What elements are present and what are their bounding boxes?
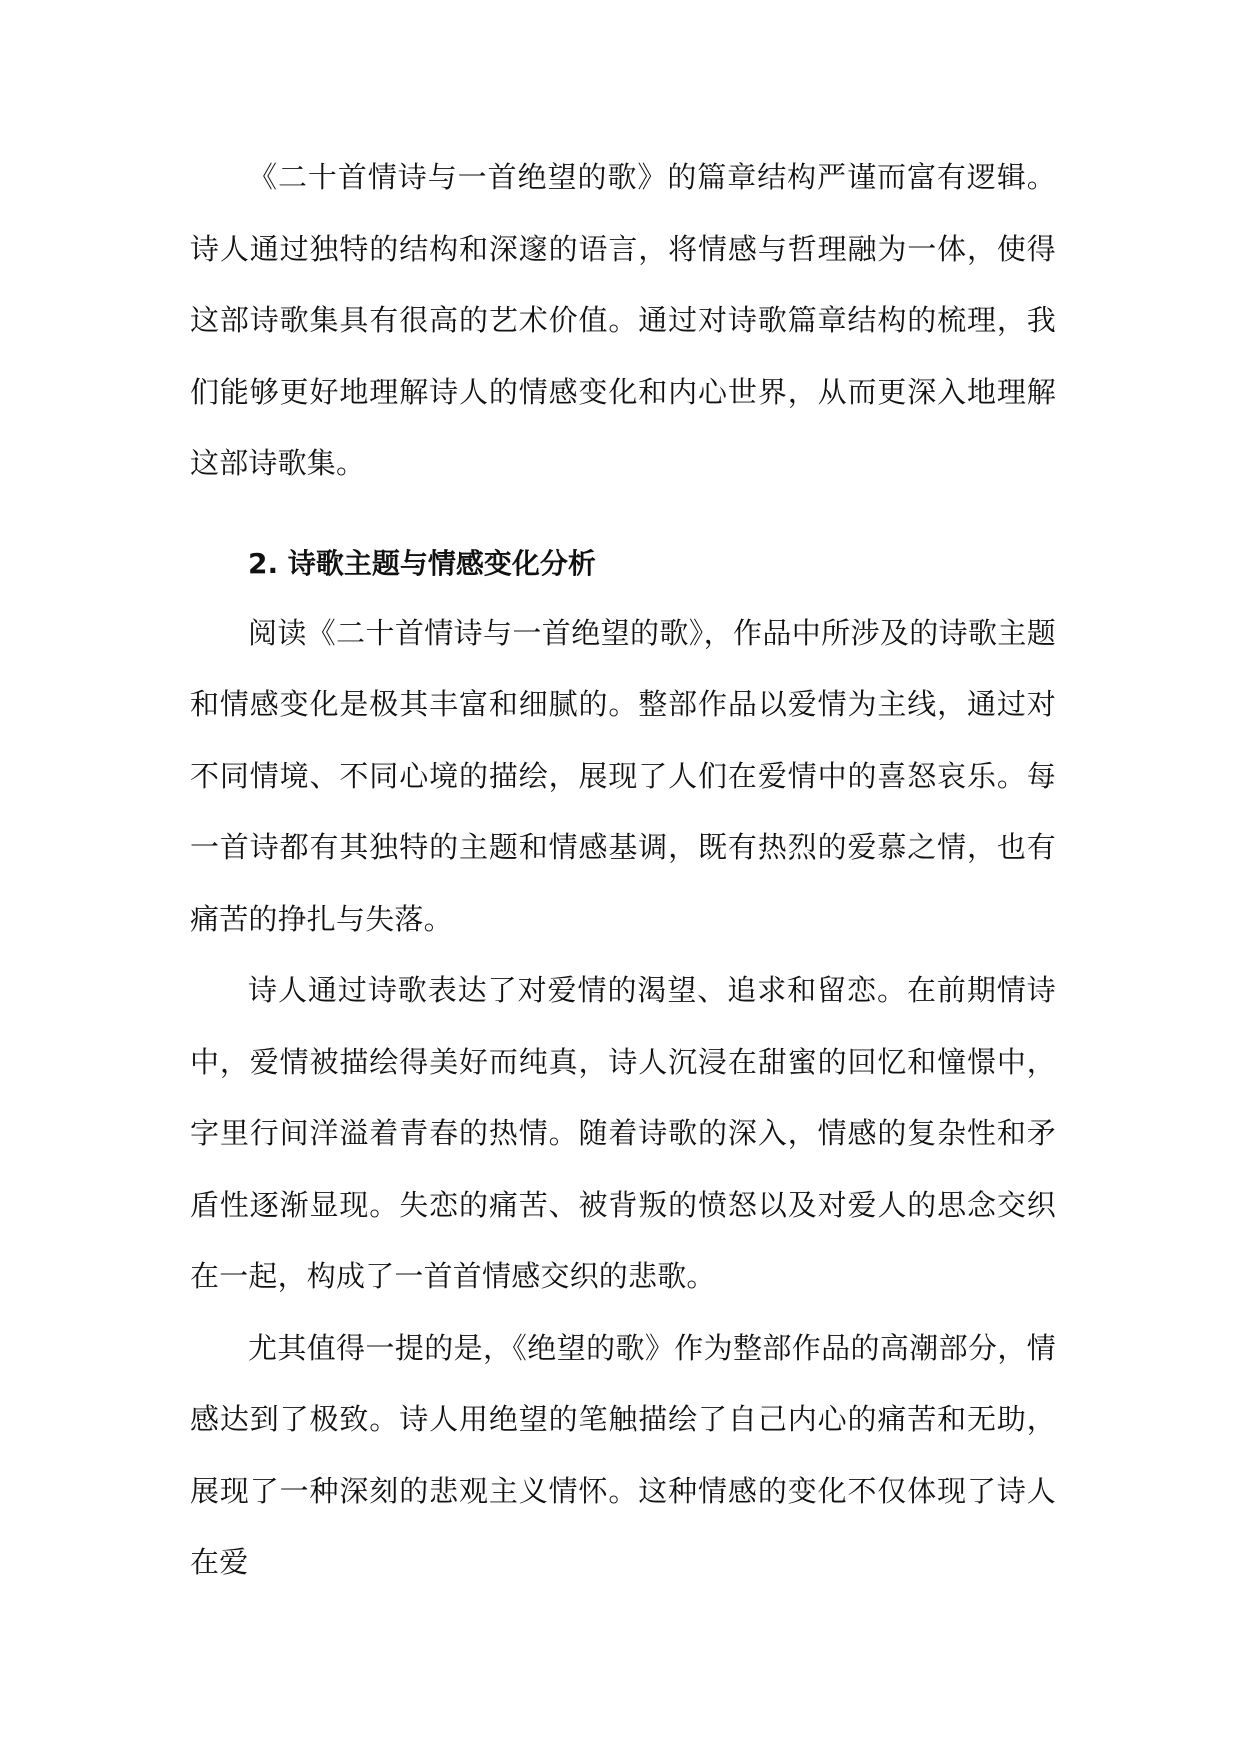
section-heading: 2. 诗歌主题与情感变化分析	[248, 546, 596, 580]
document-body	[190, 142, 1056, 1599]
body-paragraph: 尤其值得一提的是，《绝望的歌》作为整部作品的高潮部分，情感达到了极致。诗人用绝望的笔触描绘了自己内心的痛苦和无助，展现了一种深刻的悲观主义情怀。这种情感的变化不仅体现了诗人在爱	[190, 1330, 1056, 1579]
spacer	[190, 584, 1056, 598]
body-paragraph: 《二十首情诗与一首绝望的歌》的篇章结构严谨而富有逻辑。诗人通过独特的结构和深邃的语言，将情感与哲理融为一体，使得这部诗歌集具有很高的艺术价值。通过对诗歌篇章结构的梳理，我们能够更好地理解诗人的情感变化和内心世界，从而更深入地理解这部诗歌集。	[190, 160, 1056, 480]
body-paragraph: 阅读《二十首情诗与一首绝望的歌》，作品中所涉及的诗歌主题和情感变化是极其丰富和细腻的。整部作品以爱情为主线，通过对不同情境、不同心境的描绘，展现了人们在爱情中的喜怒哀乐。每一首诗都有其独特的主题和情感基调，既有热烈的爱慕之情，也有痛苦的挣扎与失落。	[190, 615, 1056, 936]
spacer	[190, 500, 1056, 544]
body-paragraph: 诗人通过诗歌表达了对爱情的渴望、追求和留恋。在前期情诗中，爱情被描绘得美好而纯真，诗人沉浸在甜蜜的回忆和憧憬中，字里行间洋溢着青春的热情。随着诗歌的深入，情感的复杂性和矛盾性逐渐显现。失恋的痛苦、被背叛的愤怒以及对爱人的思念交织在一起，构成了一首首情感交织的悲歌。	[190, 973, 1056, 1293]
